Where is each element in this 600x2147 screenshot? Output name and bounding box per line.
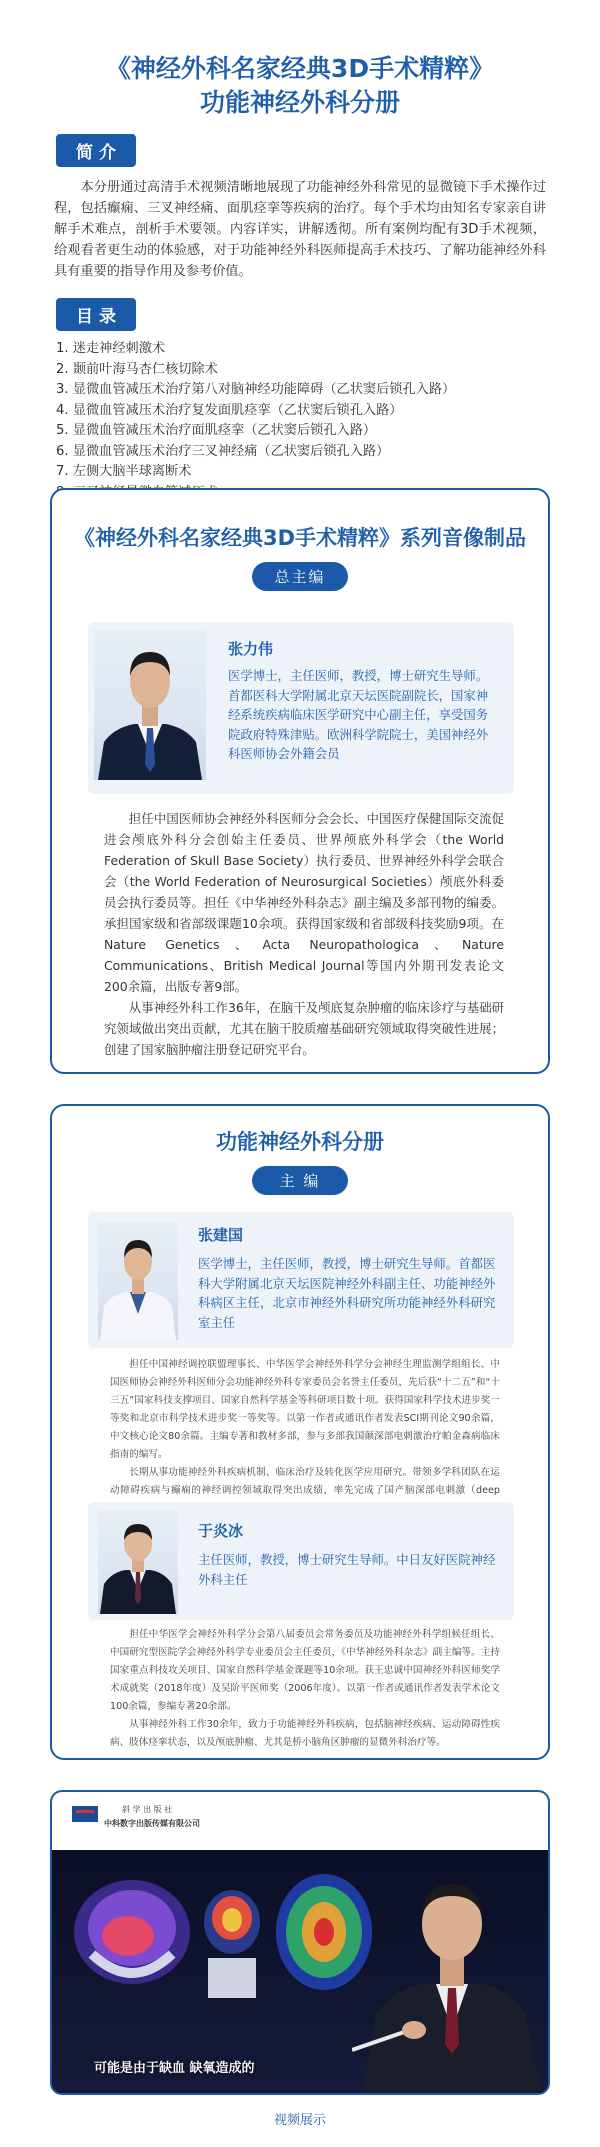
intro-tag: 简介 [56, 134, 136, 167]
editor-photo-1 [98, 1222, 178, 1340]
bio-paragraph: 担任中国医师协会神经外科医师分会会长、中国医疗保健国际交流促进会颅底外科分会创始主任委员、世界颅底外科学会（the World Federation of Skull Base Society）执行委员、世界神经外科学会联合会（the World Federation of Neurosurgical Societies）颅底外科委员会执行委员等。担任《中华神经外科杂志》副主编及多部刊物的编委。承担国家级和省部级课题10余项。获得国家级和省部级科技奖励9项。在Nature Genetics、Acta Neuropathologica、Nature Communications、British Medical Journal等国内外期刊发表论文200余篇，出版专著9部。 [104, 811, 504, 994]
editor-desc-2: 主任医师，教授，博士研究生导师。中日友好医院神经外科主任 [198, 1552, 496, 1587]
editor-desc-1: 医学博士，主任医师，教授，博士研究生导师。首都医科大学附属北京天坛医院神经外科副主任、功能神经外科病区主任，北京市神经外科研究所功能神经外科研究室主任 [198, 1256, 496, 1330]
chief-editor-pill: 总主编 [252, 562, 348, 591]
bio-paragraph: 从事神经外科工作30余年，致力于功能神经外科疾病，包括脑神经疾病、运动障碍性疾病、肢体痉挛状态，以及颅底肿瘤、尤其是桥小脑角区肿瘤的显微外科治疗等。 [110, 1719, 500, 1748]
volume-card [50, 1104, 550, 1760]
bio-paragraph: 担任中国神经调控联盟理事长、中华医学会神经外科学分会神经生理监测学组组长、中国医师协会神经外科医师分会功能神经外科专家委员会名誉主任委员，先后获“十二五”和“十三五”国家科技支撑项目、国家自然科学基金等科研项目数十项。获得国家科学技术进步奖一等奖和北京市科学技术进步奖一等奖等。以第一作者或通讯作者发表SCI期刊论文90余篇，中文核心论文80余篇。主编专著和教材多部，参与多部我国颠深部电刺激治疗帕金森病临床指南的编写。 [110, 1359, 500, 1460]
editor-box-1 [88, 1212, 514, 1348]
intro-text: 本分册通过高清手术视频清晰地展现了功能神经外科常见的显微镜下手术操作过程，包括癫痫、三叉神经痛、面肌痉挛等疾病的治疗。每个手术均由知名专家亲自讲解手术难点，剖析手术要领。内容详实，讲解透彻。所有案例均配有3D手术视频，给观看者更生动的体验感，对于功能神经外科医师提高手术技巧、了解功能神经外科具有重要的指导作用及参考价值。 [54, 180, 546, 279]
toc-item: 5. 显微血管减压术治疗面肌痉挛（乙状窦后锁孔入路） [56, 423, 377, 438]
brain-scan-images [62, 1862, 382, 2012]
series-card [50, 488, 550, 1074]
toc-item: 7. 左侧大脑半球离断术 [56, 464, 192, 479]
chief-editor-box [88, 622, 514, 794]
volume-title: 功能神经外科分册 [216, 1130, 384, 1154]
toc-tag: 目录 [56, 298, 136, 331]
chief-editor-name: 张力伟 [228, 640, 274, 658]
intro-tag-wrap [0, 134, 600, 167]
video-caption: 视频展示 [273, 2113, 326, 2128]
presenter [352, 1854, 548, 2095]
chief-editor-desc: 医学博士，主任医师，教授，博士研究生导师。首都医科大学附属北京天坛医院副院长，国家神经系统疾病临床医学研究中心副主任，享受国务院政府特殊津贴。欧洲科学院院士，美国神经外科医师协会外籍会员 [228, 668, 489, 761]
video-frame[interactable] [50, 1790, 550, 2095]
editor-name-1: 张建国 [198, 1226, 244, 1244]
bio-paragraph: 长期从事功能神经外科疾病机制、临床治疗及转化医学应用研究。带领多学科团队在运动障碍疾病与癫痫的神经调控领域取得突出成绩，率先完成了国产脑深部电刺激（deep [110, 1467, 500, 1496]
portrait-illustration [98, 1222, 178, 1340]
toc-item: 6. 显微血管减压术治疗三叉神经痛（乙状窦后锁孔入路） [56, 443, 390, 459]
chief-editor-photo [94, 630, 206, 780]
portrait-illustration [94, 630, 206, 780]
publisher-name: 中科数字出版传媒有限公司 [104, 1819, 200, 1828]
editor-name-2: 于炎冰 [198, 1522, 244, 1540]
video-subtitle: 可能是由于缺血 缺氧造成的 [94, 2061, 255, 2076]
editor-bio-2 [110, 1626, 500, 1752]
toc-item: 1. 迷走神经刺激术 [56, 341, 166, 356]
series-title: 《神经外科名家经典3D手术精粹》系列音像制品 [73, 526, 527, 550]
book-subtitle: 功能神经外科分册 [199, 88, 400, 117]
toc-item: 4. 显微血管减压术治疗复发面肌痉挛（乙状窦后锁孔入路） [56, 402, 403, 418]
portrait-illustration [98, 1510, 178, 1614]
editor-box-2 [88, 1502, 514, 1620]
publisher-logo [72, 1806, 98, 1822]
toc-tag-wrap [0, 298, 600, 331]
chief-editor-bio [104, 808, 504, 1060]
toc-item: 2. 颞前叶海马杏仁核切除术 [56, 361, 218, 377]
toc-item: 3. 显微血管减压术治疗第八对脑神经功能障碍（乙状窦后锁孔入路） [56, 382, 456, 397]
bio-paragraph: 担任中华医学会神经外科学分会第八届委员会常务委员及功能神经外科学组候任组长、中国研究型医院学会神经外科学专业委员会主任委员，《中华神经外科杂志》副主编等。主持国家重点科技攻关项目、国家自然科学基金课题等10余项。获王忠诚中国神经外科医师奖学术成就奖（2018年度）及吴阶平医师奖（2006年度）。以第一作者或通讯作者发表学术论文100余篇，参编专著20余部。 [110, 1629, 500, 1712]
toc-list [56, 339, 600, 503]
editor-photo-2 [98, 1510, 178, 1614]
book-title: 《神经外科名家经典3D手术精粹》 [105, 54, 495, 83]
editor-pill: 主 编 [252, 1166, 348, 1195]
bio-paragraph: 从事神经外科工作36年，在脑干及颅底复杂肿瘤的临床诊疗与基础研究领域做出突出贡献，尤其在脑干胶质瘤基础研究领域取得突破性进展；创建了国家脑肿瘤注册登记研究平台。 [104, 1000, 504, 1057]
logo-stripe [76, 1810, 94, 1813]
publisher-top: 斜 学 出 版 社 [122, 1805, 173, 1814]
